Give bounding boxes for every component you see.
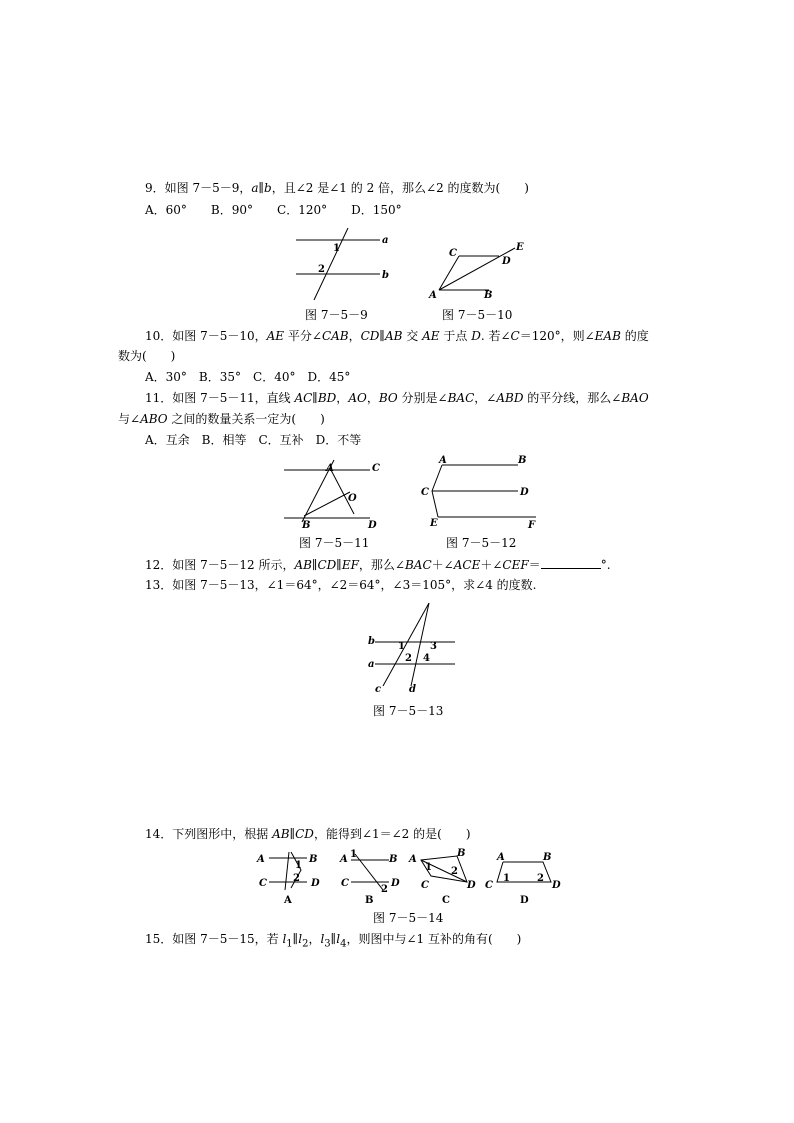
fig11-label-A: A [326, 463, 334, 474]
fig14-B-label-1: 1 [350, 849, 357, 860]
fig14-option-C-diagram [408, 848, 476, 891]
fig13-label-a: a [368, 659, 375, 670]
fig11-label-D: D [368, 520, 377, 531]
figure-7-5-9-caption: 图 7－5－9 [305, 308, 368, 322]
figure-7-5-12-caption: 图 7－5－12 [446, 536, 517, 550]
fig14-D-label-D: D [552, 880, 561, 891]
figure-7-5-12 [420, 453, 550, 533]
fig14-A-label-A: A [257, 854, 265, 865]
fig14-A-label-C: C [259, 878, 267, 889]
q13-stem: 13．如图 7－5－13，∠1＝64°，∠2＝64°，∠3＝105°，求∠4 的度数. [145, 578, 537, 592]
fig13-label-c: c [375, 684, 382, 695]
fig14-A-label-B: B [309, 854, 318, 865]
q11-line1: 11．如图 7－5－11，直线 AC∥BD，AO，BO 分别是∠BAC，∠ABD 的平分线，那么∠BAO [145, 391, 649, 405]
fig14-C-label-2: 2 [451, 866, 458, 877]
fig14-option-D-diagram [485, 852, 561, 891]
fig13-label-1: 1 [398, 641, 405, 652]
q12-stem: 12．如图 7－5－12 所示，AB∥CD∥EF，那么∠BAC＋∠ACE＋∠CEF＝ °. [145, 558, 611, 572]
fig14-B-label-2: 2 [381, 884, 388, 895]
q10-line2: 数为( ) [118, 349, 176, 363]
fig11-label-O: O [348, 493, 357, 504]
fig14-option-C-label: C [442, 895, 450, 906]
fig14-option-B-label: B [365, 895, 374, 906]
fig14-A-label-1: 1 [295, 860, 302, 871]
fig13-label-2: 2 [405, 653, 412, 664]
figure-7-5-14 [255, 848, 575, 908]
q12-answer-blank [541, 556, 601, 569]
figure-7-5-14-caption: 图 7－5－14 [373, 911, 444, 925]
q10-options: A．30° B．35° C．40° D．45° [145, 370, 351, 384]
figure-7-5-9 [290, 228, 400, 308]
figure-7-5-11-caption: 图 7－5－11 [299, 536, 370, 550]
fig12-label-A: A [439, 455, 447, 466]
fig14-option-A-label: A [284, 895, 292, 906]
fig13-label-d: d [409, 684, 416, 695]
q10-line1: 10．如图 7－5－10，AE 平分∠CAB，CD∥AB 交 AE 于点 D. 若∠C＝120°，则∠EAB 的度 [145, 329, 649, 343]
fig14-B-label-A: A [340, 854, 348, 865]
fig9-label-b: b [382, 270, 389, 281]
fig12-label-B: B [518, 455, 527, 466]
q9-options: A．60° B．90° C．120° D．150° [145, 203, 402, 217]
fig11-label-B: B [302, 520, 311, 531]
fig12-label-F: F [528, 520, 536, 531]
fig10-label-A: A [429, 290, 437, 301]
fig10-label-E: E [516, 242, 524, 253]
fig9-label-2: 2 [318, 264, 325, 275]
fig14-C-label-B: B [457, 848, 466, 859]
fig13-label-4: 4 [423, 653, 430, 664]
fig9-label-1: 1 [333, 243, 340, 254]
q9-stem: 9．如图 7－5－9，a∥b，且∠2 是∠1 的 2 倍，那么∠2 的度数为( ) [145, 181, 529, 195]
fig14-B-label-B: B [389, 854, 398, 865]
figure-7-5-11 [282, 458, 392, 533]
fig14-D-label-1: 1 [503, 873, 510, 884]
fig14-C-label-C: C [421, 880, 429, 891]
fig14-B-label-C: C [341, 878, 349, 889]
fig10-label-D: D [502, 256, 511, 267]
q11-options: A．互余 B．相等 C．互补 D．不等 [145, 433, 362, 447]
fig14-option-D-label: D [520, 895, 529, 906]
fig14-C-label-D: D [467, 880, 476, 891]
fig11-label-C: C [372, 463, 380, 474]
fig12-label-D: D [520, 487, 529, 498]
figure-7-5-10 [425, 238, 535, 308]
fig10-label-C: C [449, 248, 457, 259]
q15-stem: 15．如图 7－5－15，若 $l_1\parallel l_2$，$l_3\parallel l_4$，则图中与∠1 互补的角有( ) [145, 932, 522, 950]
q11-line2: 与∠ABO 之间的数量关系一定为( ) [118, 412, 325, 426]
fig14-D-label-C: C [485, 880, 493, 891]
fig14-D-label-2: 2 [537, 873, 544, 884]
fig14-D-label-A: A [497, 852, 505, 863]
fig14-A-label-D: D [311, 878, 320, 889]
q14-stem: 14．下列图形中，根据 AB∥CD，能得到∠1＝∠2 的是( ) [145, 827, 471, 841]
fig14-C-label-1: 1 [425, 862, 432, 873]
fig14-B-label-D: D [391, 878, 400, 889]
fig14-option-A-diagram [256, 852, 320, 890]
fig14-option-B-diagram [339, 849, 400, 895]
fig9-label-a: a [382, 235, 389, 246]
fig12-label-E: E [430, 518, 438, 529]
fig14-D-label-B: B [543, 852, 552, 863]
figure-7-5-10-caption: 图 7－5－10 [442, 308, 513, 322]
fig13-label-b: b [368, 636, 375, 647]
fig10-label-B: B [484, 290, 493, 301]
fig14-C-label-A: A [409, 854, 417, 865]
fig12-label-C: C [421, 487, 429, 498]
fig13-label-3: 3 [430, 641, 437, 652]
figure-7-5-13 [365, 600, 465, 700]
figure-7-5-13-caption: 图 7－5－13 [373, 704, 444, 718]
fig14-A-label-2: 2 [293, 873, 300, 884]
